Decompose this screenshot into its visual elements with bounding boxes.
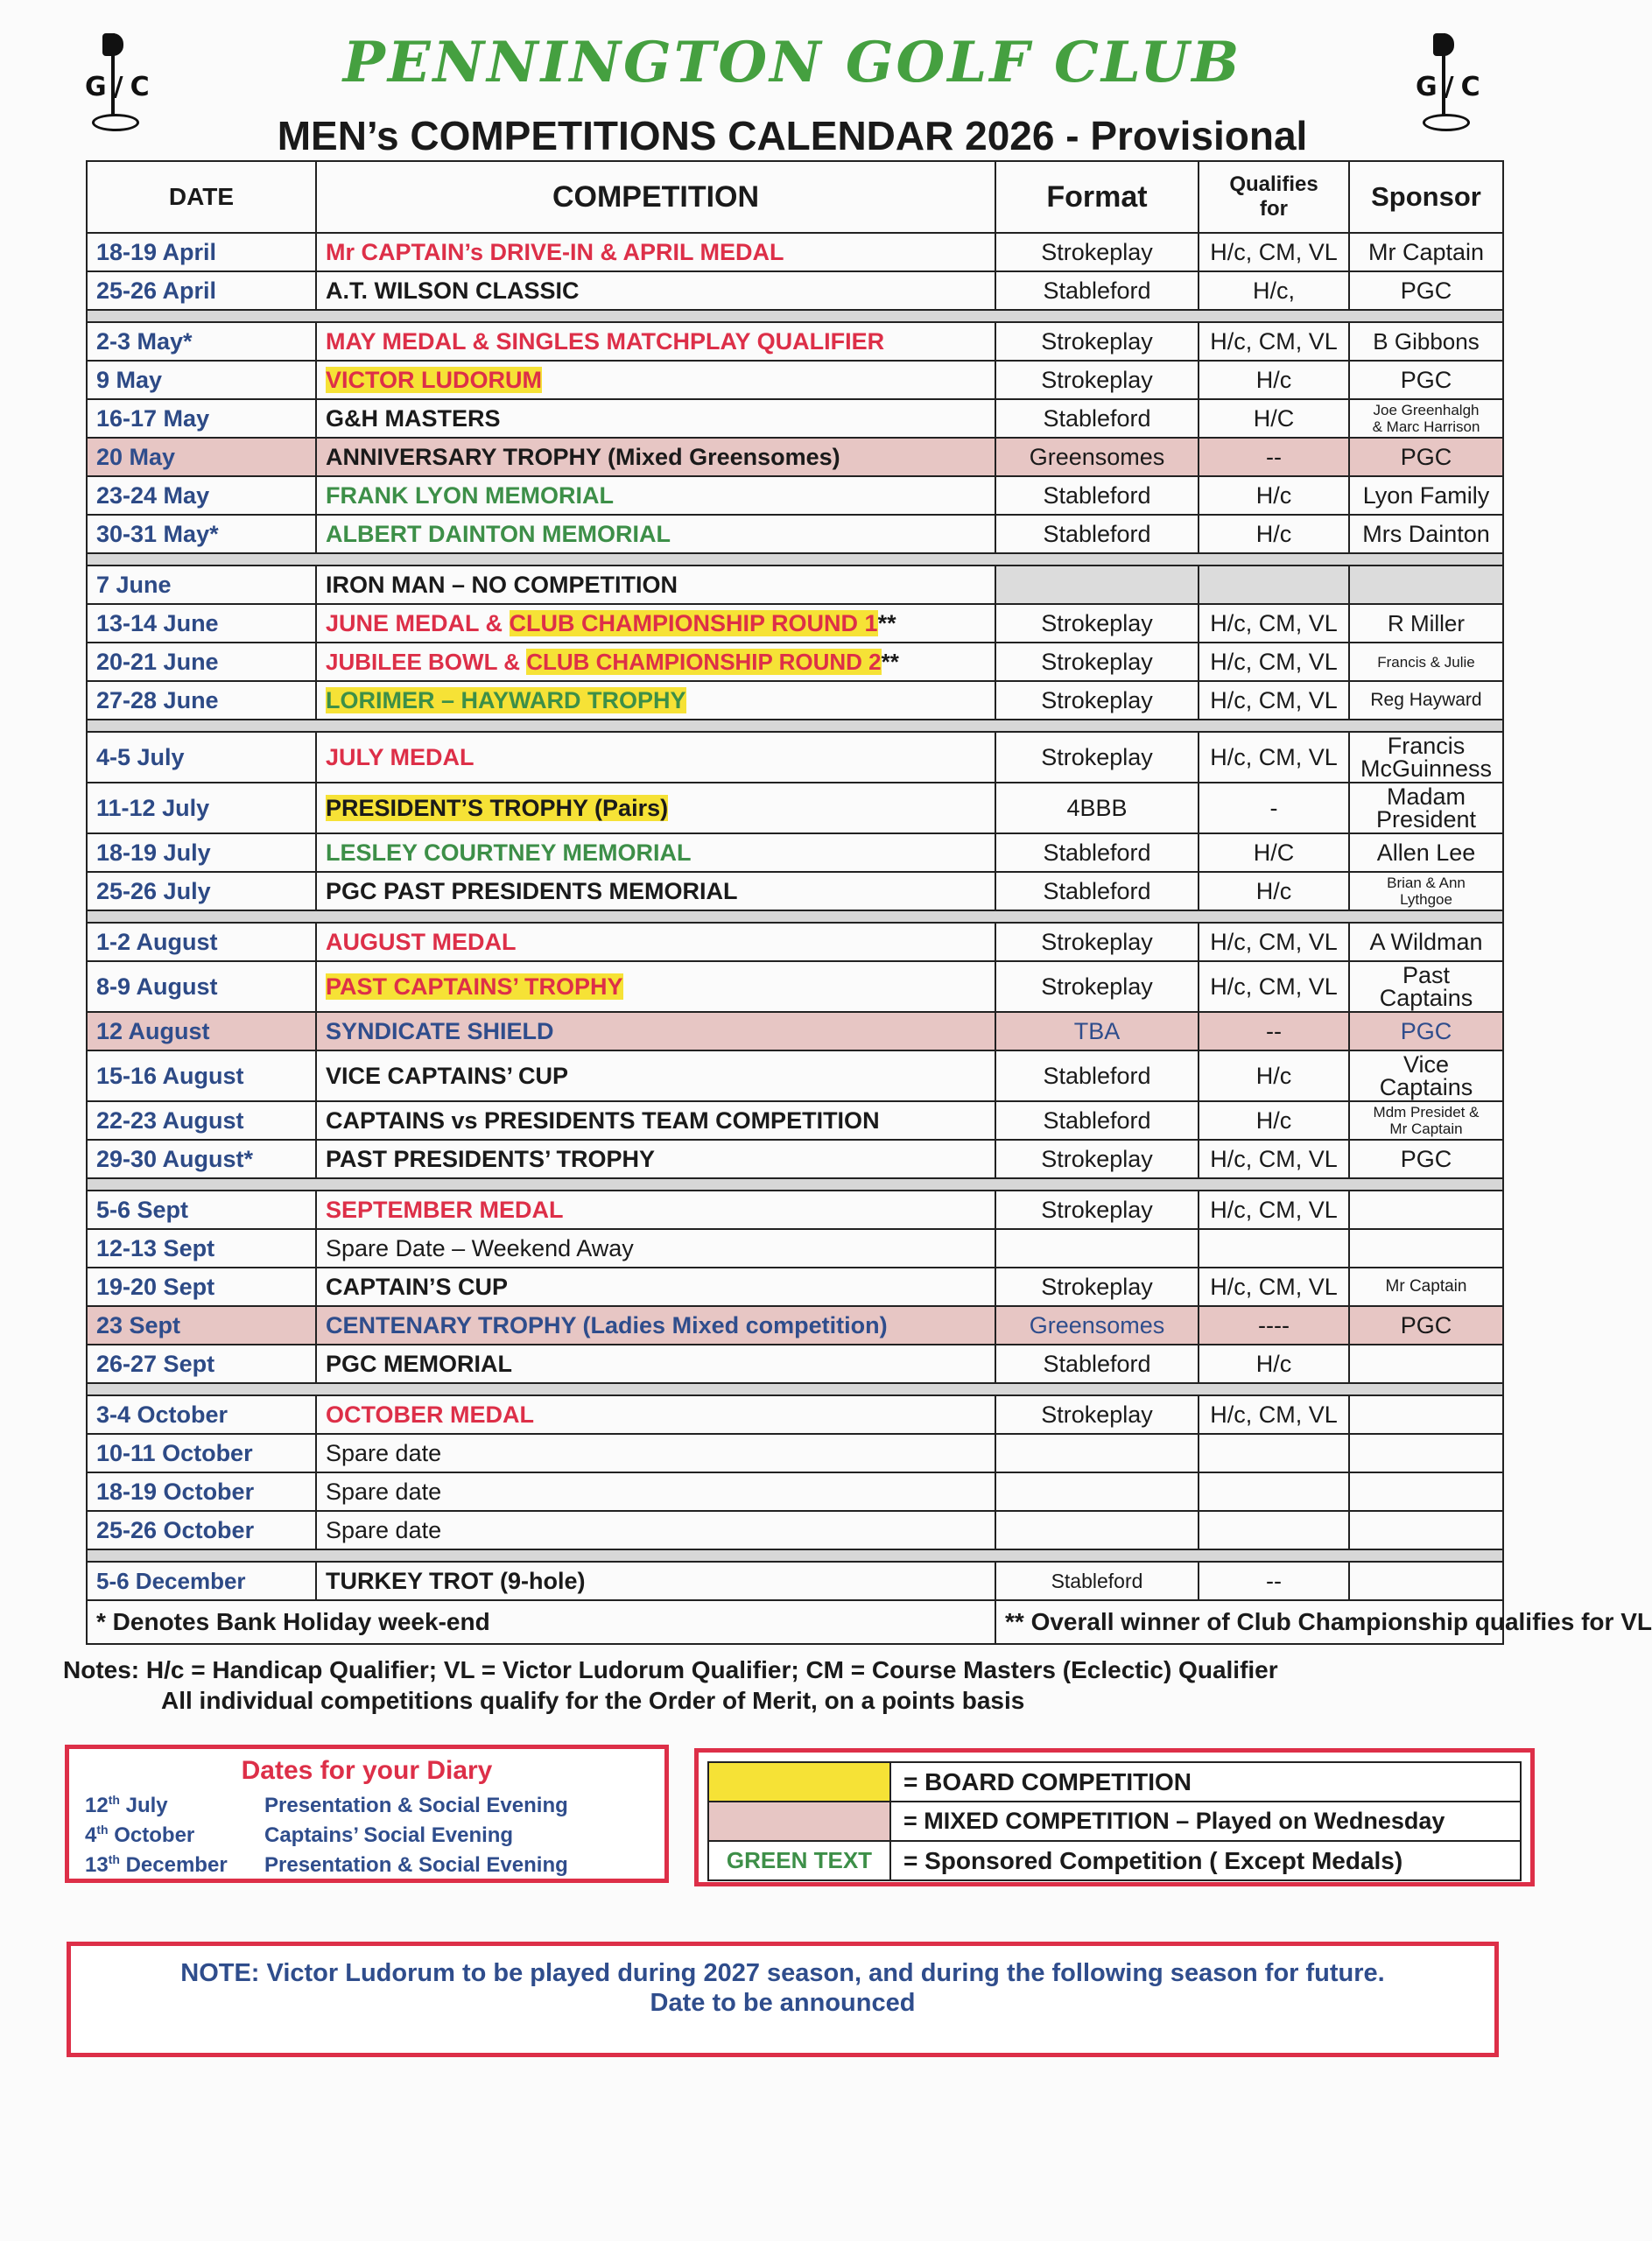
cell-format: Strokeplay xyxy=(995,233,1199,271)
cell-date: 30-31 May* xyxy=(87,515,316,553)
table-row xyxy=(87,604,1503,643)
cell-qualifies: H/c xyxy=(1199,515,1349,553)
cell-competition: ALBERT DAINTON MEMORIAL xyxy=(316,515,995,553)
table-row xyxy=(87,322,1503,361)
sponsor-line2: Captains xyxy=(1379,1074,1473,1100)
cell-qualifies: -- xyxy=(1199,1012,1349,1050)
cell-competition: A.T. WILSON CLASSIC xyxy=(316,271,995,310)
cell-sponsor xyxy=(1349,1191,1503,1229)
cell-qualifies: ---- xyxy=(1199,1306,1349,1345)
cell-qualifies: H/c, CM, VL xyxy=(1199,1395,1349,1434)
cell-date: 2-3 May* xyxy=(87,322,316,361)
cell-qualifies xyxy=(1199,1511,1349,1549)
cell-sponsor xyxy=(1349,872,1503,910)
cell-date: 20 May xyxy=(87,438,316,476)
table-row xyxy=(87,1511,1503,1549)
month-separator xyxy=(87,1178,1503,1191)
cell-qualifies: H/c xyxy=(1199,476,1349,515)
sponsor-line1: Madam xyxy=(1386,783,1466,810)
cell-competition xyxy=(316,361,995,399)
sponsor-line1: Francis xyxy=(1387,733,1466,759)
cell-format: Strokeplay xyxy=(995,643,1199,681)
cell-qualifies: H/c xyxy=(1199,1050,1349,1101)
cell-date: 3-4 October xyxy=(87,1395,316,1434)
sponsor-line1: Joe Greenhalgh xyxy=(1373,402,1480,418)
cell-qualifies: -- xyxy=(1199,1562,1349,1600)
header-qualifies xyxy=(1199,161,1349,233)
sponsor-line2: Lythgoe xyxy=(1400,891,1452,908)
cell-competition: FRANK LYON MEMORIAL xyxy=(316,476,995,515)
table-row xyxy=(87,399,1503,438)
cell-competition: SEPTEMBER MEDAL xyxy=(316,1191,995,1229)
cell-qualifies: H/c xyxy=(1199,361,1349,399)
diary-day-suffix: th xyxy=(108,1852,120,1866)
cell-date: 9 May xyxy=(87,361,316,399)
cell-competition: PGC MEMORIAL xyxy=(316,1345,995,1383)
sponsor-line2: McGuinness xyxy=(1360,755,1493,782)
cell-competition: LESLEY COURTNEY MEMORIAL xyxy=(316,833,995,872)
board-highlight: CLUB CHAMPIONSHIP ROUND 2 xyxy=(526,648,882,675)
table-row xyxy=(87,361,1503,399)
cell-competition xyxy=(316,643,995,681)
cell-format: Strokeplay xyxy=(995,322,1199,361)
table-row xyxy=(87,566,1503,604)
cell-competition: Spare date xyxy=(316,1472,995,1511)
table-footer-row xyxy=(87,1600,1503,1644)
cell-competition: CENTENARY TROPHY (Ladies Mixed competition) xyxy=(316,1306,995,1345)
sponsor-line1: Brian & Ann xyxy=(1387,875,1466,891)
cell-date: 23-24 May xyxy=(87,476,316,515)
cell-qualifies: H/c xyxy=(1199,872,1349,910)
championship-marker: ** xyxy=(877,609,896,636)
table-row xyxy=(87,923,1503,961)
header-date: DATE xyxy=(87,161,316,233)
cell-date: 20-21 June xyxy=(87,643,316,681)
cell-format: Strokeplay xyxy=(995,1191,1199,1229)
table-row xyxy=(87,833,1503,872)
header-sponsor: Sponsor xyxy=(1349,161,1503,233)
cell-sponsor: B Gibbons xyxy=(1349,322,1503,361)
cell-competition xyxy=(316,604,995,643)
cell-sponsor xyxy=(1349,961,1503,1012)
diary-box xyxy=(65,1745,669,1883)
board-highlight: PRESIDENT’S TROPHY (Pairs) xyxy=(326,794,669,821)
cell-qualifies: H/c, CM, VL xyxy=(1199,643,1349,681)
cell-date: 7 June xyxy=(87,566,316,604)
diary-day: 12 xyxy=(85,1794,109,1817)
cell-sponsor: Francis & Julie xyxy=(1349,643,1503,681)
month-separator xyxy=(87,1383,1503,1395)
cell-qualifies: H/c, CM, VL xyxy=(1199,1140,1349,1178)
table-row xyxy=(87,1345,1503,1383)
header-competition: COMPETITION xyxy=(316,161,995,233)
cell-format: Strokeplay xyxy=(995,1140,1199,1178)
table-row xyxy=(87,438,1503,476)
cell-date: 12 August xyxy=(87,1012,316,1050)
cell-qualifies: H/c xyxy=(1199,1101,1349,1140)
cell-sponsor xyxy=(1349,732,1503,783)
month-separator xyxy=(87,310,1503,322)
sponsor-line2: Captains xyxy=(1379,985,1473,1011)
cell-format: 4BBB xyxy=(995,783,1199,833)
table-row xyxy=(87,643,1503,681)
cell-sponsor: A Wildman xyxy=(1349,923,1503,961)
cell-date: 29-30 August* xyxy=(87,1140,316,1178)
competition-text: JUNE MEDAL & xyxy=(326,609,510,636)
cell-sponsor: Mr Captain xyxy=(1349,233,1503,271)
cell-sponsor: R Miller xyxy=(1349,604,1503,643)
separator-cell xyxy=(87,910,1503,923)
cell-qualifies: -- xyxy=(1199,438,1349,476)
cell-qualifies xyxy=(1199,1229,1349,1268)
table-row xyxy=(87,783,1503,833)
cell-format: Greensomes xyxy=(995,1306,1199,1345)
separator-cell xyxy=(87,1383,1503,1395)
cell-format: Strokeplay xyxy=(995,361,1199,399)
cell-format: Stableford xyxy=(995,1050,1199,1101)
diary-event: Captains’ Social Evening xyxy=(264,1823,514,1847)
table-row xyxy=(87,1472,1503,1511)
cell-format: Stableford xyxy=(995,476,1199,515)
cell-competition: Spare date xyxy=(316,1434,995,1472)
cell-qualifies xyxy=(1199,1472,1349,1511)
separator-cell xyxy=(87,310,1503,322)
cell-date: 18-19 April xyxy=(87,233,316,271)
cell-qualifies: H/c, CM, VL xyxy=(1199,681,1349,720)
diary-event: Presentation & Social Evening xyxy=(264,1794,568,1817)
cell-sponsor: Mr Captain xyxy=(1349,1268,1503,1306)
cell-date: 5-6 December xyxy=(87,1562,316,1600)
diary-item xyxy=(85,1823,513,1848)
cell-date: 18-19 October xyxy=(87,1472,316,1511)
cell-format: Strokeplay xyxy=(995,681,1199,720)
table-row xyxy=(87,1306,1503,1345)
table-row xyxy=(87,1012,1503,1050)
cell-date: 4-5 July xyxy=(87,732,316,783)
month-separator xyxy=(87,553,1503,566)
cell-format xyxy=(995,566,1199,604)
cell-date: 26-27 Sept xyxy=(87,1345,316,1383)
table-row xyxy=(87,1268,1503,1306)
table-row xyxy=(87,1434,1503,1472)
notes xyxy=(63,1654,1278,1716)
cell-competition: ANNIVERSARY TROPHY (Mixed Greensomes) xyxy=(316,438,995,476)
sponsor-line1: Past xyxy=(1402,962,1451,988)
table-row xyxy=(87,515,1503,553)
victor-ludorum-note xyxy=(67,1942,1499,2057)
board-highlight: CLUB CHAMPIONSHIP ROUND 1 xyxy=(509,609,878,636)
diary-date xyxy=(85,1823,264,1848)
diary-day: 13 xyxy=(85,1853,109,1877)
diary-month: October xyxy=(108,1823,195,1847)
table-row xyxy=(87,1229,1503,1268)
cell-date: 8-9 August xyxy=(87,961,316,1012)
cell-format: Stableford xyxy=(995,399,1199,438)
cell-competition: SYNDICATE SHIELD xyxy=(316,1012,995,1050)
legend-mixed-text: = MIXED COMPETITION – Played on Wednesday xyxy=(890,1802,1521,1841)
cell-competition: TURKEY TROT (9-hole) xyxy=(316,1562,995,1600)
table-row xyxy=(87,271,1503,310)
board-highlight: LORIMER – HAYWARD TROPHY xyxy=(326,686,686,713)
cell-format xyxy=(995,1511,1199,1549)
cell-date: 5-6 Sept xyxy=(87,1191,316,1229)
cell-competition: MAY MEDAL & SINGLES MATCHPLAY QUALIFIER xyxy=(316,322,995,361)
cell-competition xyxy=(316,783,995,833)
cell-date: 25-26 April xyxy=(87,271,316,310)
notes-line2: All individual competitions qualify for the Order of Merit, on a points basis xyxy=(161,1687,1025,1714)
cell-date: 18-19 July xyxy=(87,833,316,872)
cell-format: Stableford xyxy=(995,271,1199,310)
diary-item xyxy=(85,1793,568,1818)
header-qualifies-line1: Qualifies xyxy=(1229,172,1318,196)
table-row xyxy=(87,1101,1503,1140)
sponsor-line1: Mdm Presidet & xyxy=(1373,1104,1480,1120)
table-row xyxy=(87,732,1503,783)
cell-format: Strokeplay xyxy=(995,732,1199,783)
table-row xyxy=(87,872,1503,910)
cell-qualifies: H/c, CM, VL xyxy=(1199,233,1349,271)
cell-sponsor: PGC xyxy=(1349,271,1503,310)
cell-sponsor xyxy=(1349,1229,1503,1268)
cell-qualifies xyxy=(1199,566,1349,604)
cell-qualifies: H/c, CM, VL xyxy=(1199,604,1349,643)
cell-competition xyxy=(316,681,995,720)
board-highlight: PAST CAPTAINS’ TROPHY xyxy=(326,973,623,1000)
diary-day-suffix: th xyxy=(96,1823,109,1837)
separator-cell xyxy=(87,720,1503,732)
board-highlight: VICTOR LUDORUM xyxy=(326,366,542,393)
cell-format: Stableford xyxy=(995,833,1199,872)
cell-date: 23 Sept xyxy=(87,1306,316,1345)
diary-date xyxy=(85,1793,264,1818)
cell-sponsor: Lyon Family xyxy=(1349,476,1503,515)
table-row xyxy=(87,233,1503,271)
logo-text: G/C xyxy=(1416,72,1487,102)
cell-format xyxy=(995,1434,1199,1472)
diary-event: Presentation & Social Evening xyxy=(264,1853,568,1877)
cell-format: TBA xyxy=(995,1012,1199,1050)
cell-sponsor xyxy=(1349,1562,1503,1600)
cell-competition: CAPTAIN’S CUP xyxy=(316,1268,995,1306)
cell-sponsor xyxy=(1349,1050,1503,1101)
cell-sponsor xyxy=(1349,1472,1503,1511)
footer-bank-holiday: * Denotes Bank Holiday week-end xyxy=(87,1600,995,1644)
cell-sponsor xyxy=(1349,1511,1503,1549)
month-separator xyxy=(87,1549,1503,1562)
header-format: Format xyxy=(995,161,1199,233)
note-line1: NOTE: Victor Ludorum to be played during 2027 season, and during the following season for future. xyxy=(180,1959,1385,1987)
legend-row-mixed xyxy=(708,1802,1521,1841)
cell-sponsor xyxy=(1349,566,1503,604)
separator-cell xyxy=(87,1178,1503,1191)
table-row xyxy=(87,1050,1503,1101)
cell-format: Stableford xyxy=(995,1345,1199,1383)
legend-box xyxy=(694,1748,1535,1886)
cell-competition: PAST PRESIDENTS’ TROPHY xyxy=(316,1140,995,1178)
table-row xyxy=(87,1191,1503,1229)
sponsor-line2: President xyxy=(1375,806,1477,832)
legend-sponsored-text: = Sponsored Competition ( Except Medals) xyxy=(890,1841,1521,1880)
cell-format: Strokeplay xyxy=(995,923,1199,961)
cell-format: Strokeplay xyxy=(995,604,1199,643)
legend-board-text: = BOARD COMPETITION xyxy=(890,1762,1521,1802)
cell-competition: Spare date xyxy=(316,1511,995,1549)
cell-format xyxy=(995,1472,1199,1511)
cell-format: Strokeplay xyxy=(995,1395,1199,1434)
table-row xyxy=(87,1140,1503,1178)
cell-date: 25-26 July xyxy=(87,872,316,910)
mixed-swatch xyxy=(708,1802,890,1841)
logo-text: G/C xyxy=(85,72,157,102)
cell-sponsor xyxy=(1349,399,1503,438)
cell-qualifies: - xyxy=(1199,783,1349,833)
cell-format: Strokeplay xyxy=(995,961,1199,1012)
cell-format: Stableford xyxy=(995,515,1199,553)
cell-date: 1-2 August xyxy=(87,923,316,961)
footer-championship-note: ** Overall winner of Club Championship qualifies for VL xyxy=(995,1600,1503,1644)
cell-qualifies: H/c, CM, VL xyxy=(1199,1268,1349,1306)
cell-date: 10-11 October xyxy=(87,1434,316,1472)
cell-competition: IRON MAN – NO COMPETITION xyxy=(316,566,995,604)
cell-competition: PGC PAST PRESIDENTS MEMORIAL xyxy=(316,872,995,910)
cell-sponsor: PGC xyxy=(1349,1306,1503,1345)
cell-date: 22-23 August xyxy=(87,1101,316,1140)
green-text-swatch: GREEN TEXT xyxy=(708,1841,890,1880)
sponsor-line1: Vice xyxy=(1402,1051,1450,1078)
table-header-row xyxy=(87,161,1503,233)
cell-qualifies: H/c, CM, VL xyxy=(1199,923,1349,961)
cell-date: 16-17 May xyxy=(87,399,316,438)
cell-competition: G&H MASTERS xyxy=(316,399,995,438)
legend-row-board xyxy=(708,1762,1521,1802)
competition-text: JUBILEE BOWL & xyxy=(326,648,527,675)
diary-date xyxy=(85,1852,264,1878)
cell-qualifies: H/c, CM, VL xyxy=(1199,1191,1349,1229)
separator-cell xyxy=(87,1549,1503,1562)
cell-sponsor xyxy=(1349,1101,1503,1140)
month-separator xyxy=(87,910,1503,923)
board-swatch xyxy=(708,1762,890,1802)
cell-date: 12-13 Sept xyxy=(87,1229,316,1268)
cell-format: Stableford xyxy=(995,1101,1199,1140)
cell-competition: AUGUST MEDAL xyxy=(316,923,995,961)
diary-item xyxy=(85,1852,568,1878)
separator-cell xyxy=(87,553,1503,566)
calendar-title: MEN’s COMPETITIONS CALENDAR 2026 - Provisional xyxy=(277,113,1308,158)
cell-sponsor: PGC xyxy=(1349,1012,1503,1050)
cell-format: Stableford xyxy=(995,1562,1199,1600)
table-row xyxy=(87,961,1503,1012)
cell-sponsor: Mrs Dainton xyxy=(1349,515,1503,553)
cell-date: 15-16 August xyxy=(87,1050,316,1101)
legend-row-sponsored xyxy=(708,1841,1521,1880)
cell-qualifies: H/c, CM, VL xyxy=(1199,322,1349,361)
cell-qualifies: H/c xyxy=(1199,1345,1349,1383)
legend-table xyxy=(707,1761,1522,1881)
diary-month: December xyxy=(119,1853,228,1877)
cell-competition: OCTOBER MEDAL xyxy=(316,1395,995,1434)
cell-sponsor xyxy=(1349,1395,1503,1434)
table-row xyxy=(87,681,1503,720)
cell-format: Strokeplay xyxy=(995,1268,1199,1306)
cell-competition: VICE CAPTAINS’ CUP xyxy=(316,1050,995,1101)
sponsor-line2: & Marc Harrison xyxy=(1372,418,1480,435)
cell-competition xyxy=(316,961,995,1012)
cell-qualifies: H/c, CM, VL xyxy=(1199,732,1349,783)
cell-competition: JULY MEDAL xyxy=(316,732,995,783)
cell-qualifies: H/C xyxy=(1199,833,1349,872)
note-line2: Date to be announced xyxy=(650,1989,916,2017)
cell-sponsor xyxy=(1349,1434,1503,1472)
cell-sponsor xyxy=(1349,783,1503,833)
cell-qualifies: H/c, xyxy=(1199,271,1349,310)
table-row xyxy=(87,1395,1503,1434)
club-name: PENNINGTON GOLF CLUB xyxy=(342,30,1242,95)
cell-sponsor xyxy=(1349,1345,1503,1383)
cell-format xyxy=(995,1229,1199,1268)
cell-qualifies xyxy=(1199,1434,1349,1472)
sponsor-line2: Mr Captain xyxy=(1389,1120,1463,1137)
championship-marker: ** xyxy=(881,648,899,675)
competitions-table xyxy=(86,160,1652,1645)
diary-month: July xyxy=(119,1794,168,1817)
notes-line1: Notes: H/c = Handicap Qualifier; VL = Victor Ludorum Qualifier; CM = Course Masters (Eclectic) Qualifier xyxy=(63,1656,1278,1683)
diary-day: 4 xyxy=(85,1823,97,1847)
cell-qualifies: H/C xyxy=(1199,399,1349,438)
cell-competition: CAPTAINS vs PRESIDENTS TEAM COMPETITION xyxy=(316,1101,995,1140)
cell-competition: Spare Date – Weekend Away xyxy=(316,1229,995,1268)
cell-date: 27-28 June xyxy=(87,681,316,720)
cell-qualifies: H/c, CM, VL xyxy=(1199,961,1349,1012)
cell-sponsor: Allen Lee xyxy=(1349,833,1503,872)
month-separator xyxy=(87,720,1503,732)
cell-sponsor: PGC xyxy=(1349,1140,1503,1178)
cell-date: 11-12 July xyxy=(87,783,316,833)
cell-sponsor: PGC xyxy=(1349,438,1503,476)
table-row xyxy=(87,476,1503,515)
header-qualifies-line2: for xyxy=(1260,197,1288,221)
cell-date: 19-20 Sept xyxy=(87,1268,316,1306)
cell-format: Greensomes xyxy=(995,438,1199,476)
cell-date: 13-14 June xyxy=(87,604,316,643)
cell-sponsor: Reg Hayward xyxy=(1349,681,1503,720)
diary-title: Dates for your Diary xyxy=(241,1756,493,1785)
cell-competition: Mr CAPTAIN’s DRIVE-IN & APRIL MEDAL xyxy=(316,233,995,271)
diary-day-suffix: th xyxy=(108,1793,120,1807)
table-row xyxy=(87,1562,1503,1600)
cell-format: Stableford xyxy=(995,872,1199,910)
cell-sponsor: PGC xyxy=(1349,361,1503,399)
cell-date: 25-26 October xyxy=(87,1511,316,1549)
